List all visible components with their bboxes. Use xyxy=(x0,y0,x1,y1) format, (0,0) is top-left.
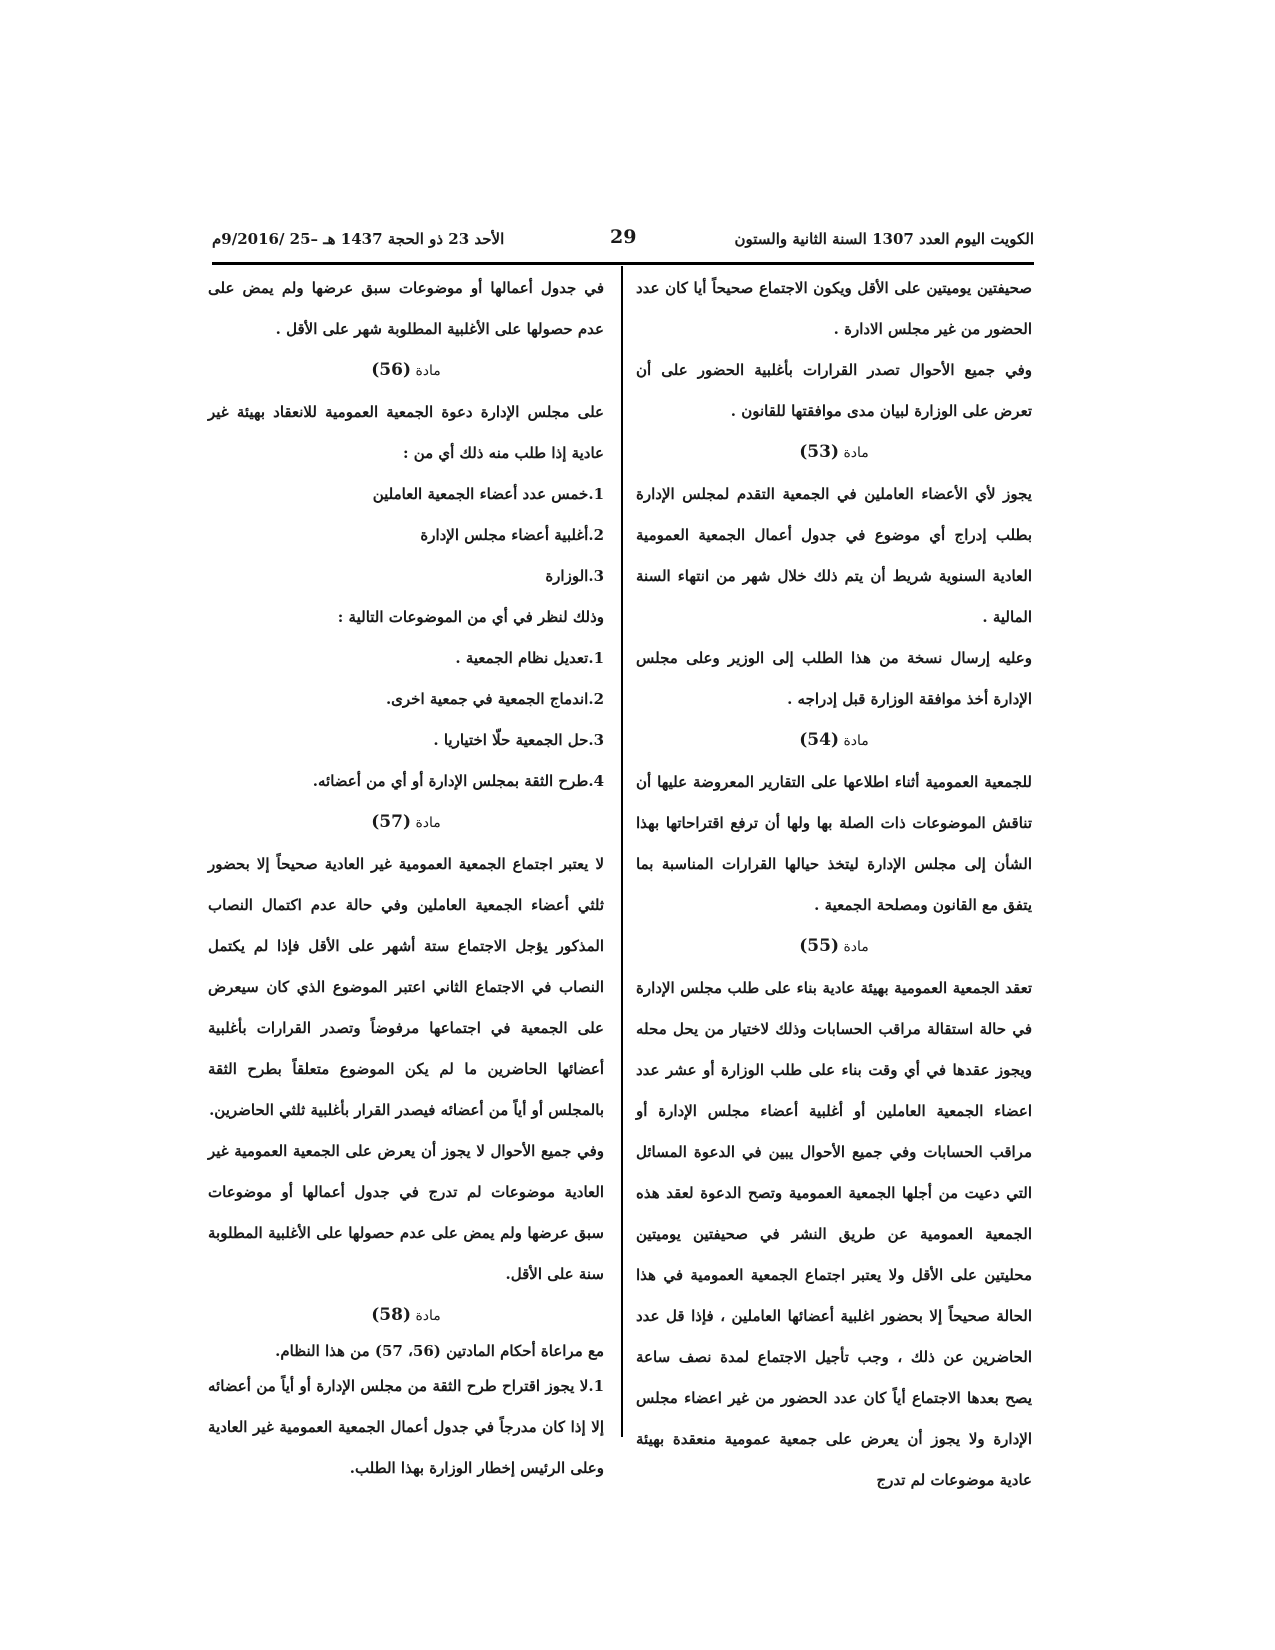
list-item: 3.الوزارة xyxy=(545,567,604,585)
article-number: (57) xyxy=(371,812,411,832)
list-item: 2.أغلبية أعضاء مجلس الإدارة xyxy=(420,526,604,544)
list-item: 3.حل الجمعية حلّا اختياريا . xyxy=(433,731,604,749)
article-heading-55 xyxy=(636,926,1032,968)
paragraph: 1.لا يجوز اقتراح طرح الثقة من مجلس الإدارة أو أياً من أعضائه إلا إذا كان مدرجاً في جدول أعمال الجمعية العمومية غير العادية وعلى الرئيس إخطار الوزارة بهذا الطلب. xyxy=(208,1377,604,1477)
article-number: (53) xyxy=(799,442,839,462)
column-divider xyxy=(621,266,623,1437)
article-label: مادة xyxy=(415,815,441,831)
paragraph: في جدول أعمالها أو موضوعات سبق عرضها ولم يمض على عدم حصولها على الأغلبية المطلوبة شهر على الأقل . xyxy=(208,279,604,338)
right-column xyxy=(636,268,1032,1501)
article-label: مادة xyxy=(415,363,441,379)
list-item: 1.خمس عدد أعضاء الجمعية العاملين xyxy=(372,485,604,503)
page-number: 29 xyxy=(610,226,637,248)
article-number: (55) xyxy=(799,936,839,956)
article-heading-57 xyxy=(208,802,604,844)
paragraph: يجوز لأي الأعضاء العاملين في الجمعية التقدم لمجلس الإدارة بطلب إدراج أي موضوع في جدول أعمال الجمعية العمومية العادية السنوية شريط أن يتم ذلك خلال شهر من انتهاء السنة المالية . xyxy=(636,485,1032,626)
paragraph: وفي جميع الأحوال تصدر القرارات بأغلبية الحضور على أن تعرض على الوزارة لبيان مدى موافقتها للقانون . xyxy=(636,361,1032,420)
paragraph: تعقد الجمعية العمومية بهيئة عادية بناء على طلب مجلس الإدارة في حالة استقالة مراقب الحسابات وذلك لاختيار من يحل محله ويجوز عقدها في أي وقت بناء على طلب الوزارة أو عشر عدد اعضاء الجمعية العاملين أو أغلبية أعضاء مجلس الإدارة أو مراقب الحسابات وفي جميع الأحوال يبين في الدعوة المسائل التي دعيت من أجلها الجمعية العمومية وتصح الدعوة لعقد هذه الجمعية العمومية عن طريق النشر في صحيفتين يوميتين محليتين على الأقل ولا يعتبر اجتماع الجمعية العمومية في هذا الحالة صحيحاً إلا بحضور اغلبية أعضائها العاملين ، فإذا قل عدد الحاضرين عن ذلك ، وجب تأجيل الاجتماع لمدة نصف ساعة يصح بعدها الاجتماع أياً كان عدد الحضور من غير اعضاء مجلس الإدارة ولا يجوز أن يعرض على جمعية عمومية منعقدة بهيئة عادية موضوعات لم تدرج xyxy=(636,979,1032,1489)
article-number: (58) xyxy=(371,1305,411,1325)
article-heading-54 xyxy=(636,720,1032,762)
article-number: (56) xyxy=(371,360,411,380)
article-label: مادة xyxy=(843,733,869,749)
list-item: 2.اندماج الجمعية في جمعية اخرى. xyxy=(385,690,604,708)
paragraph: وفي جميع الأحوال لا يجوز أن يعرض على الجمعية العمومية غير العادية موضوعات لم تدرج في جدول أعمالها أو موضوعات سبق عرضها ولم يمض على عدم حصولها على الأغلبية المطلوبة سنة على الأقل. xyxy=(208,1142,604,1283)
paragraph: صحيفتين يوميتين على الأقل ويكون الاجتماع صحيحاً أيا كان عدد الحضور من غير مجلس الادارة . xyxy=(636,279,1032,338)
header-rule xyxy=(212,262,1034,265)
article-number: (54) xyxy=(799,730,839,750)
article-heading-56 xyxy=(208,350,604,392)
gazette-issue-info: الكويت اليوم العدد 1307 السنة الثانية والستون xyxy=(734,230,1034,248)
list-item: 1.تعديل نظام الجمعية . xyxy=(455,649,604,667)
paragraph: وذلك لنظر في أي من الموضوعات التالية : xyxy=(337,608,604,626)
article-label: مادة xyxy=(843,939,869,955)
paragraph: وعليه إرسال نسخة من هذا الطلب إلى الوزير وعلى مجلس الإدارة أخذ موافقة الوزارة قبل إدراجه . xyxy=(636,649,1032,708)
paragraph: لا يعتبر اجتماع الجمعية العمومية غير العادية صحيحاً إلا بحضور ثلثي أعضاء الجمعية العاملين وفي حالة عدم اكتمال النصاب المذكور يؤجل الاجتماع ستة أشهر على الأقل فإذا لم يكتمل النصاب في الاجتماع الثاني اعتبر الموضوع الذي كان سيعرض على الجمعية في اجتماعها مرفوضاً وتصدر القرارات بأغلبية أعضائها الحاضرين ما لم يكن الموضوع متعلقاً بطرح الثقة بالمجلس أو أياً من أعضائه فيصدر القرار بأغلبية ثلثي الحاضرين. xyxy=(208,855,604,1119)
issue-date: الأحد 23 ذو الحجة 1437 هـ –25 /9/2016م xyxy=(212,230,505,248)
article-heading-58 xyxy=(208,1295,604,1337)
article-label: مادة xyxy=(415,1308,441,1324)
list-item: 4.طرح الثقة بمجلس الإدارة أو أي من أعضائه. xyxy=(312,772,604,790)
paragraph: على مجلس الإدارة دعوة الجمعية العمومية للانعقاد بهيئة غير عادية إذا طلب منه ذلك أي من : xyxy=(208,403,604,462)
paragraph: للجمعية العمومية أثناء اطلاعها على التقارير المعروضة عليها أن تناقش الموضوعات ذات الصلة بها ولها أن ترفع اقتراحاتها بهذا الشأن إلى مجلس الإدارة ليتخذ حيالها القرارات المناسبة بما يتفق مع القانون ومصلحة الجمعية . xyxy=(636,773,1032,914)
article-heading-53 xyxy=(636,432,1032,474)
left-column xyxy=(208,268,604,1489)
paragraph: مع مراعاة أحكام المادتين (56، 57) من هذا النظام. xyxy=(275,1342,604,1360)
page-header xyxy=(212,226,1034,256)
article-label: مادة xyxy=(843,445,869,461)
